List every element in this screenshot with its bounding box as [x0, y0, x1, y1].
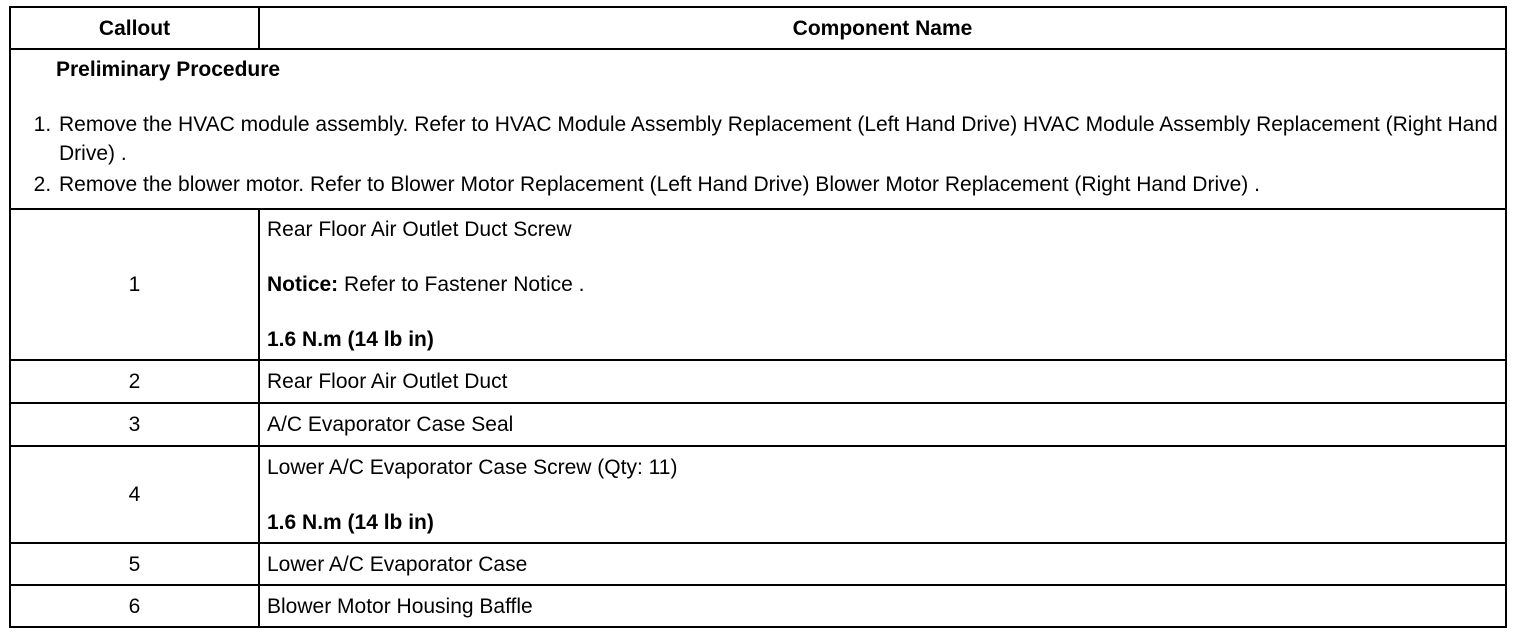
table-row — [10, 543, 1506, 585]
table-row — [10, 585, 1506, 627]
callout-number: 2 — [10, 360, 259, 403]
table-row — [10, 360, 1506, 403]
torque-spec: 1.6 N.m (14 lb in) — [267, 328, 434, 351]
callout-header: Callout — [10, 7, 259, 49]
notice-text: Refer to Fastener Notice . — [338, 273, 585, 296]
callout-number: 6 — [10, 585, 259, 627]
preliminary-steps-list — [18, 110, 1498, 199]
notice-line — [267, 272, 1498, 297]
component-cell — [259, 446, 1506, 543]
preliminary-step: 1. Remove the HVAC module assembly. Refer to HVAC Module Assembly Replacement (Left Hand Drive) HVAC Module Assembly Replacement (Right Hand Drive) . — [57, 110, 1498, 168]
component-name: Rear Floor Air Outlet Duct — [259, 360, 1506, 403]
torque-spec: 1.6 N.m (14 lb in) — [267, 510, 434, 534]
callout-number: 5 — [10, 543, 259, 585]
component-name: Blower Motor Housing Baffle — [259, 585, 1506, 627]
callout-number: 3 — [10, 403, 259, 446]
procedure-table — [9, 6, 1507, 628]
notice-label: Notice: — [267, 273, 339, 296]
component-name: Lower A/C Evaporator Case Screw (Qty: 11) — [267, 455, 678, 479]
table-row — [10, 403, 1506, 446]
table-row — [10, 209, 1506, 360]
component-name: Rear Floor Air Outlet Duct Screw — [267, 218, 572, 241]
header-row — [10, 7, 1506, 49]
preliminary-procedure-cell — [10, 49, 1506, 209]
component-cell — [259, 209, 1506, 360]
preliminary-procedure-title: Preliminary Procedure — [56, 58, 281, 81]
table-row — [10, 446, 1506, 543]
callout-number: 1 — [10, 209, 259, 360]
callout-number: 4 — [10, 446, 259, 543]
preliminary-procedure-row — [10, 49, 1506, 209]
component-name-header: Component Name — [259, 7, 1506, 49]
component-name: Lower A/C Evaporator Case — [259, 543, 1506, 585]
preliminary-step: 2. Remove the blower motor. Refer to Blower Motor Replacement (Left Hand Drive) Blower Motor Replacement (Right Hand Drive) . — [57, 170, 1498, 199]
component-name: A/C Evaporator Case Seal — [259, 403, 1506, 446]
